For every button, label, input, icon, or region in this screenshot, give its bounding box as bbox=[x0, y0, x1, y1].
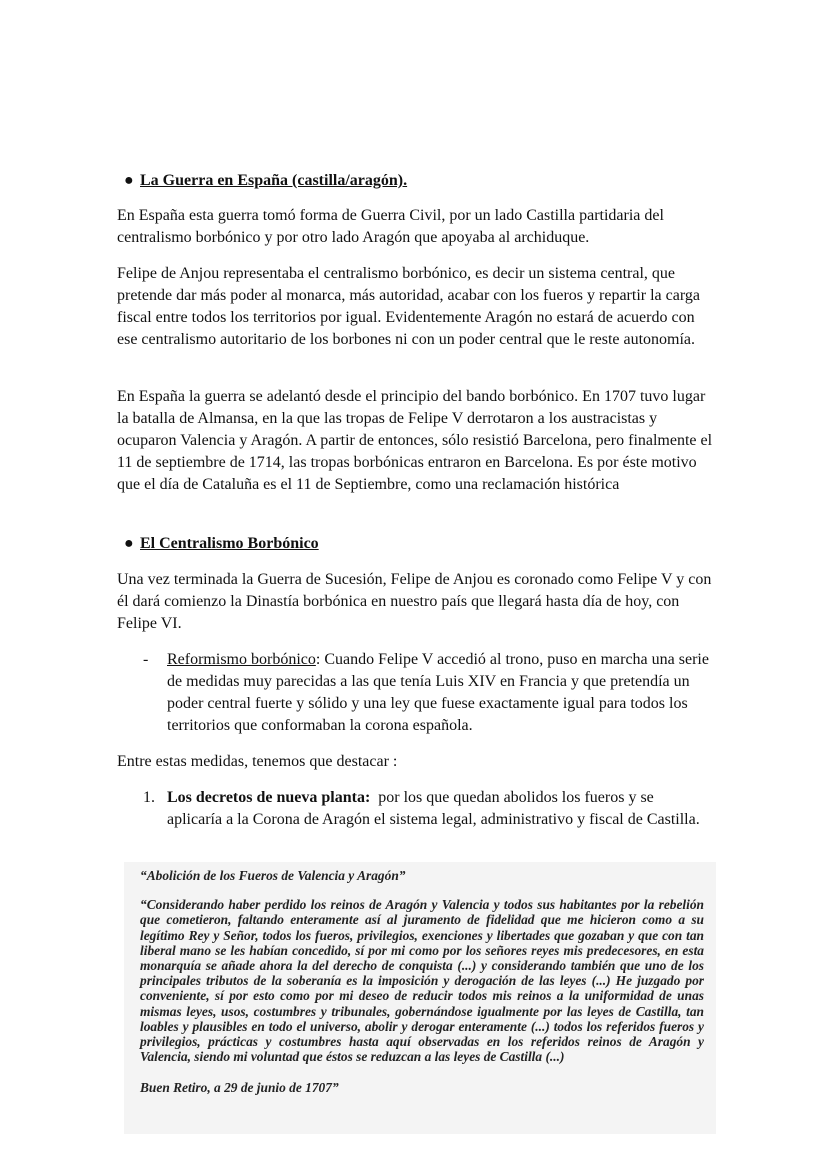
heading-text: La Guerra en España (castilla/aragón). bbox=[140, 172, 408, 189]
number-marker: 1. bbox=[143, 789, 155, 806]
item-text: por los que quedan abolidos los fueros y se aplicaría a la Corona de Aragón el sistema legal, administrativo y fiscal de Castilla. bbox=[167, 789, 700, 828]
dash-list-item bbox=[143, 649, 712, 737]
bullet-icon: ● bbox=[124, 535, 134, 552]
section-heading-war bbox=[124, 170, 740, 192]
paragraph: En España esta guerra tomó forma de Guerra Civil, por un lado Castilla partidaria del centralismo borbónico y por otro lado Aragón que apoyaba al archiduque. bbox=[117, 207, 664, 246]
quote-body: “Considerando haber perdido los reinos de Aragón y Valencia y todos sus habitantes por la rebelión que cometieron, faltando enteramente así al juramento de fidelidad que me hicieron como a su legítimo Rey y Señor, todos los fueros, privilegios, exenciones y libertades que gozaban y que con tan liberal mano se les habían concedido, sí por mi como por los señores reyes mis predecesores, en esta monarquía se añade ahora la del derecho de conquista (...) y considerando también que uno de los principales tributos de la soberanía es la imposición y derogación de las leyes (...) He juzgado por conveniente, sí por esto como por mi deseo de reducir todos mis reinos a la uniformidad de unas mismas leyes, usos, costumbres y tribunales, gobernándose igualmente por las leyes de Castilla, tan loables y plausibles en todo el universo, abolir y derogar enteramente (...) todos los referidos fueros y privilegios, prácticas y costumbres hasta aquí observadas en los referidos reinos de Aragón y Valencia, siendo mi voluntad que éstos se reduzcan a las leyes de Castilla (...) bbox=[140, 897, 704, 1065]
paragraph: Entre estas medidas, tenemos que destacar : bbox=[117, 753, 398, 770]
term: Los decretos de nueva planta: bbox=[167, 789, 371, 806]
dash-marker: - bbox=[143, 651, 149, 668]
paragraph: En España la guerra se adelantó desde el principio del bando borbónico. En 1707 tuvo lugar la batalla de Almansa, en la que las tropas de Felipe V derrotaron a los austracistas y ocuparon Valencia y Aragón. A partir de entonces, sólo resistió Barcelona, pero finalmente el 11 de septiembre de 1714, las tropas borbónicas entraron en Barcelona. Es por éste motivo que el día de Cataluña es el 11 de Septiembre, como una reclamación histórica bbox=[117, 388, 713, 493]
heading-text: El Centralismo Borbónico bbox=[140, 535, 319, 552]
paragraph: Felipe de Anjou representaba el centralismo borbónico, es decir un sistema central, que pretende dar más poder al monarca, más autoridad, acabar con los fueros y repartir la carga fiscal entre todos los territorios por igual. Evidentemente Aragón no estará de acuerdo con ese centralismo autoritario de los borbones ni con un poder central que le reste autonomía. bbox=[117, 265, 700, 348]
term: Reformismo borbónico bbox=[167, 651, 316, 668]
item-text: : Cuando Felipe V accedió al trono, puso en marcha una serie de medidas muy parecidas a las que tenía Luis XIV en Francia y que pretendía un poder central fuerte y sólido y una ley que fuese exactamente igual para todos los territorios que conformaban la corona española. bbox=[167, 651, 709, 734]
paragraph: Una vez terminada la Guerra de Sucesión, Felipe de Anjou es coronado como Felipe V y con él dará comienzo la Dinastía borbónica en nuestro país que llegará hasta día de hoy, con Felipe VI. bbox=[117, 571, 712, 632]
bullet-icon: ● bbox=[124, 172, 134, 189]
quote-title: “Abolición de los Fueros de Valencia y Aragón” bbox=[140, 868, 406, 883]
numbered-list-item bbox=[143, 787, 712, 831]
section-heading-centralism bbox=[124, 533, 740, 555]
quote-signature: Buen Retiro, a 29 de junio de 1707” bbox=[140, 1080, 339, 1096]
quote-image bbox=[124, 862, 716, 1134]
